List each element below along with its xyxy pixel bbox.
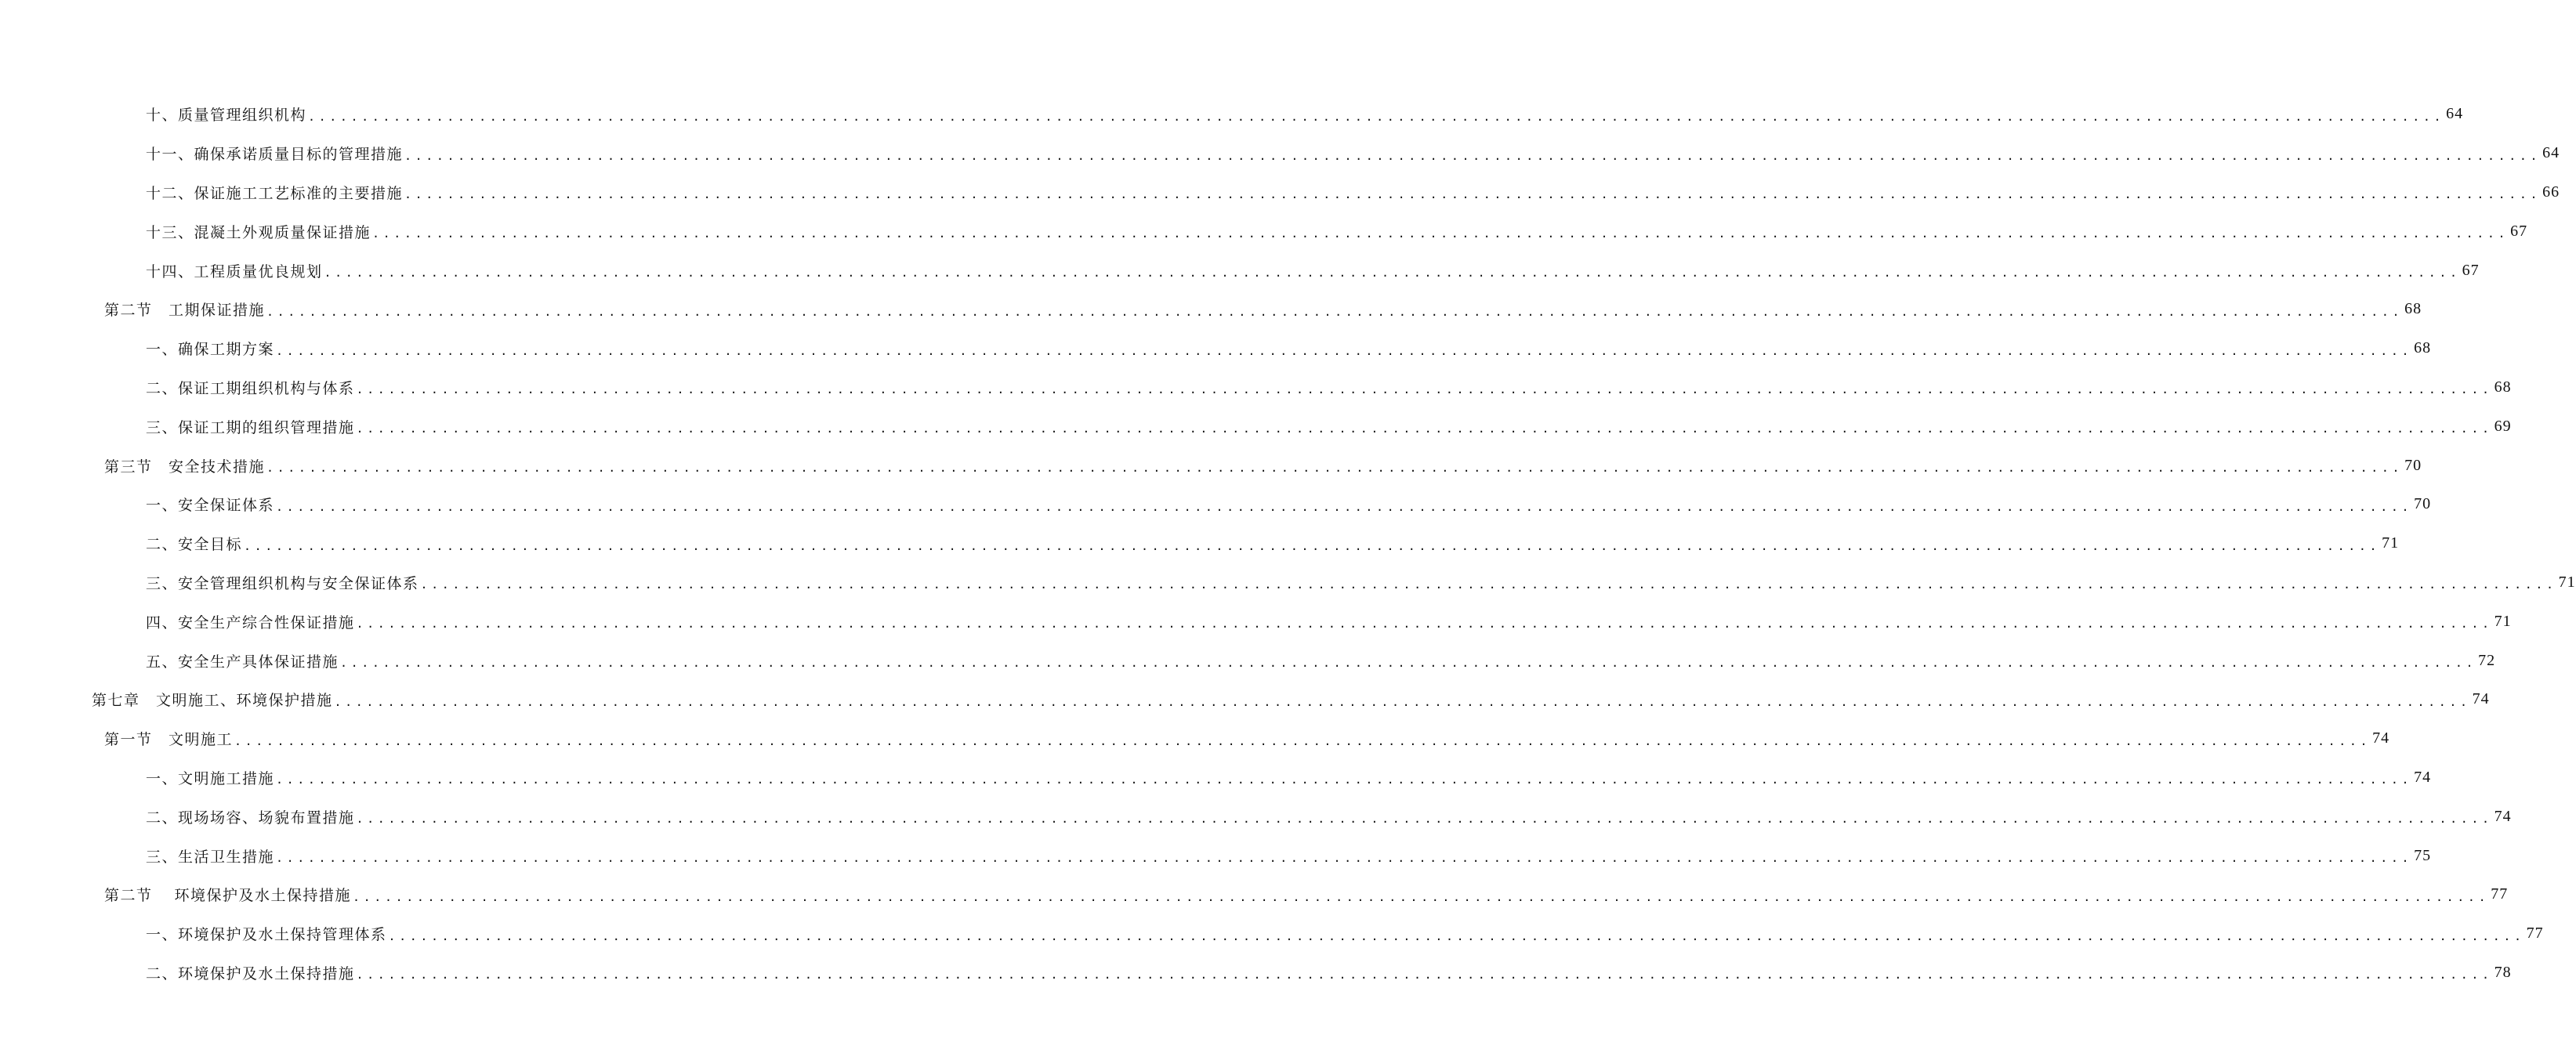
toc-dot-leader: ........................................................................................................................................................................................................ bbox=[372, 226, 2509, 241]
toc-page-number: 64 bbox=[2446, 105, 2464, 123]
toc-dot-leader: ........................................................................................................................................................................................................ bbox=[266, 304, 2404, 319]
toc-dot-leader: ........................................................................................................................................................................................................ bbox=[356, 422, 2493, 436]
toc-page-number: 72 bbox=[2478, 651, 2496, 669]
toc-dot-leader: ........................................................................................................................................................................................................ bbox=[356, 617, 2493, 631]
toc-entry[interactable] bbox=[0, 680, 2490, 719]
toc-dot-leader: ........................................................................................................................................................................................................ bbox=[266, 461, 2404, 476]
toc-entry-title: 二、保证工期组织机构与体系 bbox=[146, 379, 355, 397]
toc-entry[interactable] bbox=[0, 719, 2390, 758]
toc-page-number: 70 bbox=[2404, 456, 2422, 474]
toc-page-number: 75 bbox=[2414, 846, 2432, 864]
toc-entry-title: 十一、确保承诺质量目标的管理措施 bbox=[146, 146, 404, 164]
toc-dot-leader: ........................................................................................................................................................................................................ bbox=[404, 148, 2542, 163]
toc-dot-leader: ........................................................................................................................................................................................................ bbox=[334, 694, 2471, 709]
toc-entry[interactable] bbox=[0, 329, 2432, 368]
toc-page-number: 74 bbox=[2372, 729, 2390, 747]
toc-dot-leader: ........................................................................................................................................................................................................ bbox=[420, 577, 2557, 592]
toc-entry-title: 第三节 安全技术措施 bbox=[104, 458, 266, 476]
toc-page-number: 77 bbox=[2526, 925, 2544, 943]
toc-page-number: 69 bbox=[2494, 417, 2512, 435]
toc-entry-title: 三、保证工期的组织管理措施 bbox=[146, 418, 355, 436]
toc-dot-leader: ........................................................................................................................................................................................................ bbox=[276, 499, 2413, 514]
toc-entry-title: 三、安全管理组织机构与安全保证体系 bbox=[146, 574, 419, 592]
toc-page-number: 71 bbox=[2494, 612, 2512, 630]
toc-page-number: 67 bbox=[2510, 222, 2528, 240]
toc-entry-title: 一、安全保证体系 bbox=[146, 497, 275, 515]
toc-entry-title: 四、安全生产综合性保证措施 bbox=[146, 613, 355, 631]
toc-entry-title: 第二节 工期保证措施 bbox=[104, 302, 266, 320]
toc-dot-leader: ........................................................................................................................................................................................................ bbox=[388, 928, 2525, 943]
toc-entry-title: 十三、混凝土外观质量保证措施 bbox=[146, 223, 371, 241]
toc-page-number: 74 bbox=[2414, 768, 2432, 786]
toc-entry-title: 一、文明施工措施 bbox=[146, 769, 275, 787]
toc-entry[interactable] bbox=[0, 290, 2422, 329]
toc-page-number: 66 bbox=[2542, 183, 2560, 201]
toc-dot-leader: ........................................................................................................................................................................................................ bbox=[404, 187, 2542, 202]
toc-entry[interactable] bbox=[0, 953, 2512, 993]
toc-entry-title: 一、确保工期方案 bbox=[146, 341, 275, 359]
toc-entry-title: 十、质量管理组织机构 bbox=[146, 107, 307, 125]
toc-page-number: 68 bbox=[2414, 339, 2432, 357]
toc-entry[interactable] bbox=[0, 875, 2509, 914]
toc-dot-leader: ........................................................................................................................................................................................................ bbox=[276, 851, 2413, 866]
toc-entry[interactable] bbox=[0, 95, 2464, 134]
toc-entry[interactable] bbox=[0, 563, 2576, 602]
table-of-contents bbox=[0, 95, 2576, 992]
toc-entry-title: 二、环境保护及水土保持措施 bbox=[146, 964, 355, 982]
toc-entry[interactable] bbox=[0, 251, 2480, 290]
toc-dot-leader: ........................................................................................................................................................................................................ bbox=[356, 968, 2493, 982]
toc-entry-title: 十二、保证施工工艺标准的主要措施 bbox=[146, 184, 404, 202]
toc-entry[interactable] bbox=[0, 524, 2400, 563]
toc-entry[interactable] bbox=[0, 134, 2560, 173]
toc-dot-leader: ........................................................................................................................................................................................................ bbox=[244, 538, 2381, 553]
toc-dot-leader: ........................................................................................................................................................................................................ bbox=[234, 733, 2371, 748]
toc-entry[interactable] bbox=[0, 212, 2528, 251]
toc-entry-title: 二、安全目标 bbox=[146, 536, 243, 554]
toc-page-number: 68 bbox=[2404, 300, 2422, 318]
toc-page-number: 67 bbox=[2462, 261, 2480, 279]
toc-entry[interactable] bbox=[0, 914, 2544, 953]
toc-dot-leader: ........................................................................................................................................................................................................ bbox=[356, 812, 2493, 827]
toc-dot-leader: ........................................................................................................................................................................................................ bbox=[276, 343, 2413, 358]
toc-entry[interactable] bbox=[0, 602, 2512, 641]
toc-entry[interactable] bbox=[0, 758, 2432, 798]
toc-page-number: 71 bbox=[2558, 573, 2576, 591]
toc-page-number: 74 bbox=[2472, 690, 2490, 708]
toc-page-number: 68 bbox=[2494, 378, 2512, 396]
toc-entry[interactable] bbox=[0, 797, 2512, 836]
toc-entry-title: 三、生活卫生措施 bbox=[146, 848, 275, 866]
toc-entry[interactable] bbox=[0, 173, 2560, 212]
toc-entry-title: 第七章 文明施工、环境保护措施 bbox=[92, 692, 333, 710]
toc-page-number: 71 bbox=[2382, 534, 2400, 552]
toc-entry-title: 五、安全生产具体保证措施 bbox=[146, 653, 339, 671]
toc-entry[interactable] bbox=[0, 368, 2512, 407]
toc-dot-leader: ........................................................................................................................................................................................................ bbox=[324, 266, 2461, 280]
toc-entry-title: 二、现场场容、场貌布置措施 bbox=[146, 809, 355, 827]
toc-page-number: 74 bbox=[2494, 807, 2512, 825]
toc-page-number: 77 bbox=[2491, 885, 2509, 903]
toc-entry-title: 一、环境保护及水土保持管理体系 bbox=[146, 926, 387, 944]
toc-entry-title: 第一节 文明施工 bbox=[104, 731, 234, 749]
toc-entry-title: 十四、工程质量优良规划 bbox=[146, 262, 323, 280]
toc-dot-leader: ........................................................................................................................................................................................................ bbox=[276, 773, 2413, 787]
toc-page-number: 64 bbox=[2542, 144, 2560, 162]
toc-dot-leader: ........................................................................................................................................................................................................ bbox=[340, 656, 2477, 671]
toc-entry[interactable] bbox=[0, 446, 2422, 485]
toc-dot-leader: ........................................................................................................................................................................................................ bbox=[353, 889, 2490, 904]
toc-dot-leader: ........................................................................................................................................................................................................ bbox=[308, 109, 2445, 124]
toc-entry[interactable] bbox=[0, 485, 2432, 524]
toc-entry-title: 第二节 环境保护及水土保持措施 bbox=[104, 887, 352, 905]
toc-entry[interactable] bbox=[0, 407, 2512, 446]
toc-entry[interactable] bbox=[0, 641, 2496, 680]
toc-page-number: 70 bbox=[2414, 495, 2432, 513]
toc-dot-leader: ........................................................................................................................................................................................................ bbox=[356, 382, 2493, 397]
toc-entry[interactable] bbox=[0, 836, 2432, 875]
toc-page-number: 78 bbox=[2494, 963, 2512, 981]
